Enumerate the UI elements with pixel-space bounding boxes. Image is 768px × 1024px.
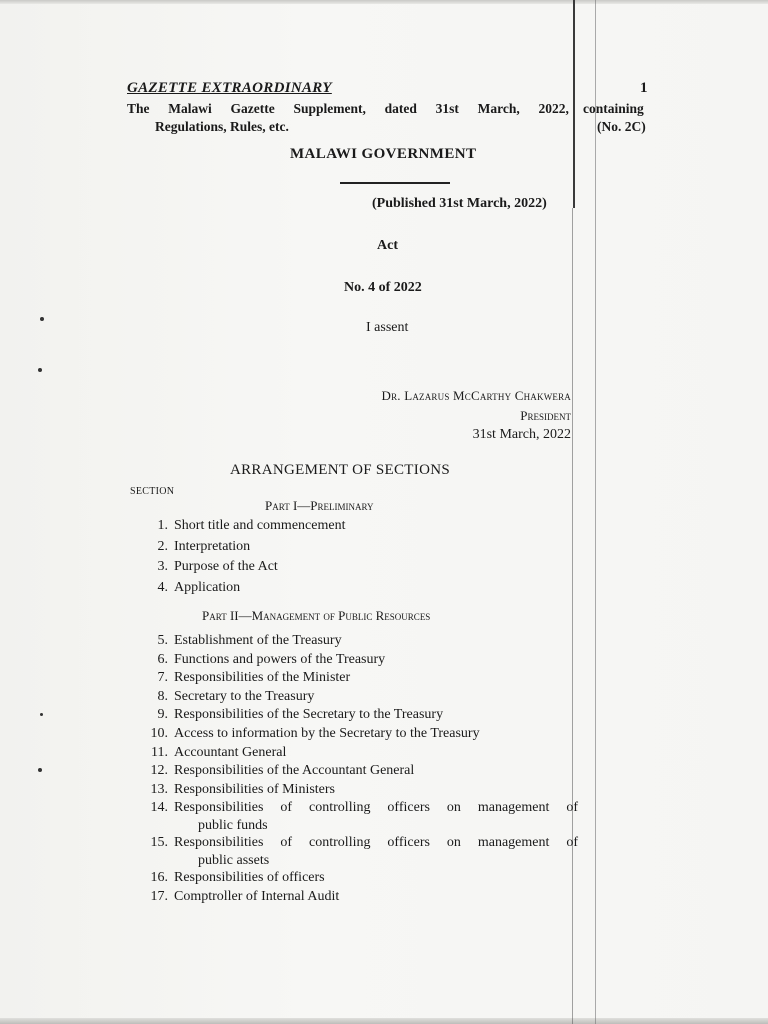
supplement-word: Supplement, (293, 101, 366, 116)
section-number: 2. (157, 538, 168, 554)
section-number: 4. (157, 579, 168, 595)
section-number: 7. (157, 670, 168, 686)
section-entry (130, 888, 578, 907)
page-fold-line (595, 0, 596, 1024)
supplement-word: dated (384, 101, 417, 116)
scan-speck (38, 768, 42, 772)
section-number: 17. (150, 888, 168, 904)
section-number: 12. (150, 763, 168, 779)
section-number: 1. (157, 518, 168, 533)
supplement-line-1 (127, 101, 569, 117)
section-entry (130, 538, 578, 559)
section-entry (130, 558, 578, 579)
section-number: 8. (157, 688, 168, 704)
section-number: 14. (150, 800, 168, 816)
page-number: 1 (640, 80, 648, 96)
government-heading: MALAWI GOVERNMENT (290, 146, 477, 162)
gazette-title: GAZETTE EXTRAORDINARY (127, 80, 332, 96)
signatory-title: President (520, 408, 571, 423)
section-title: Responsibilities of controlling officers on management of (174, 800, 578, 816)
section-number: 6. (157, 651, 168, 667)
section-entry (130, 651, 578, 670)
section-title-continued: public funds (198, 818, 268, 834)
signature-date: 31st March, 2022 (472, 427, 571, 442)
part-2-section-list (130, 632, 578, 907)
section-title: Responsibilities of officers (174, 870, 325, 886)
section-entry (130, 706, 578, 725)
scan-speck (38, 368, 42, 372)
section-number: 5. (157, 633, 168, 648)
section-column-label: SECTION (130, 486, 175, 497)
section-entry (130, 762, 578, 781)
section-title: Functions and powers of the Treasury (174, 651, 386, 667)
supplement-word: March, (477, 101, 520, 116)
supplement-number: (No. 2C) (597, 119, 646, 134)
containing-label: containing (583, 101, 644, 116)
section-title: Access to information by the Secretary to the Treasury (174, 725, 480, 741)
section-number: 16. (150, 870, 168, 886)
scan-top-edge (0, 0, 768, 4)
section-title: Responsibilities of controlling officers on management of (174, 835, 578, 851)
section-number: 11. (151, 744, 168, 760)
title-rule (340, 182, 450, 184)
part-2-title: Part II—Management of Public Resources (202, 608, 431, 623)
supplement-word: The (127, 101, 150, 116)
supplement-word: 2022, (538, 101, 569, 116)
section-entry (130, 869, 578, 888)
section-number: 9. (157, 707, 168, 723)
section-number: 10. (150, 725, 168, 741)
section-entry (130, 632, 578, 651)
assent-text: I assent (366, 320, 409, 335)
published-date: (Published 31st March, 2022) (372, 196, 547, 211)
section-number: 13. (150, 781, 168, 797)
section-title: Comptroller of Internal Audit (174, 888, 340, 904)
margin-rule (573, 0, 575, 208)
section-title: Secretary to the Treasury (174, 688, 315, 704)
part-1-section-list (130, 517, 578, 599)
supplement-word: Gazette (230, 101, 275, 116)
section-title: Responsibilities of the Secretary to the Treasury (174, 707, 444, 723)
section-title: Application (174, 579, 241, 595)
section-title: Responsibilities of the Accountant General (174, 763, 415, 779)
section-title: Responsibilities of the Minister (174, 670, 351, 686)
scan-bottom-edge (0, 1018, 768, 1024)
signatory-name: Dr. Lazarus McCarthy Chakwera (381, 388, 571, 403)
section-entry (130, 579, 578, 600)
section-entry (130, 799, 578, 817)
supplement-line-2: Regulations, Rules, etc. (155, 119, 289, 134)
supplement-word: 31st (435, 101, 459, 116)
section-title: Responsibilities of Ministers (174, 781, 335, 797)
section-number: 3. (157, 559, 168, 574)
section-entry (130, 725, 578, 744)
arrangement-heading: ARRANGEMENT OF SECTIONS (230, 462, 450, 478)
section-title: Short title and commencement (174, 518, 346, 533)
section-title: Accountant General (174, 744, 287, 760)
section-title-continued: public assets (198, 853, 270, 869)
scan-speck (40, 317, 44, 321)
section-title: Interpretation (174, 538, 251, 554)
section-entry (130, 834, 578, 852)
section-entry (130, 669, 578, 688)
section-title: Establishment of the Treasury (174, 633, 342, 648)
act-label: Act (377, 238, 398, 253)
section-number: 15. (150, 835, 168, 851)
section-title: Purpose of the Act (174, 559, 278, 574)
act-number: No. 4 of 2022 (344, 280, 422, 295)
part-1-title: Part I—Preliminary (265, 498, 374, 513)
section-entry (130, 744, 578, 763)
section-entry (130, 517, 578, 538)
section-entry (130, 781, 578, 800)
section-entry (130, 688, 578, 707)
supplement-word: Malawi (168, 101, 212, 116)
scan-speck (40, 713, 43, 716)
